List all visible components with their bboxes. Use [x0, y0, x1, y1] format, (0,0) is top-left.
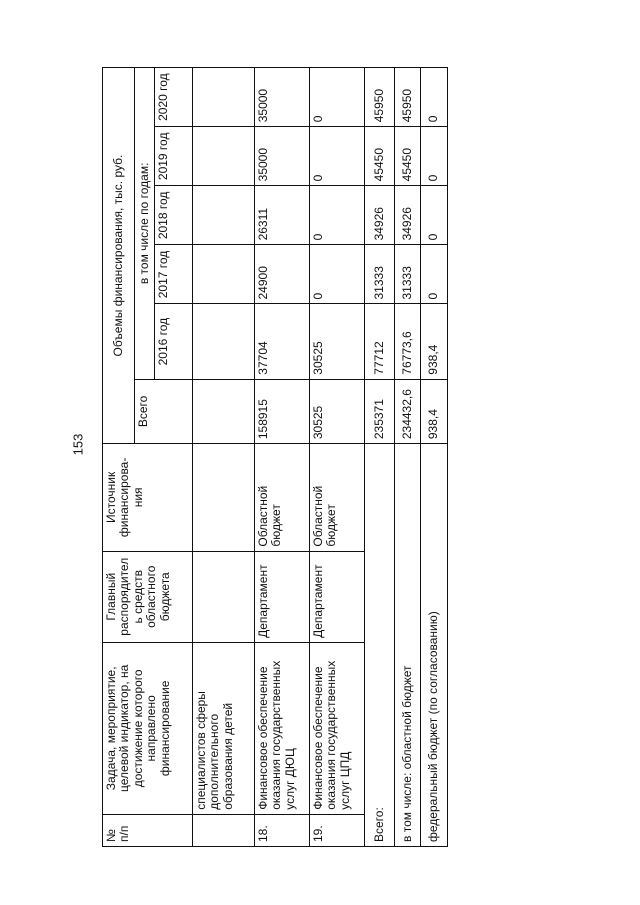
total-year-value: 938,4: [421, 304, 448, 379]
total-year-value: 0: [421, 186, 448, 245]
total-year-value: 34926: [365, 186, 395, 245]
row-num: 18.: [255, 814, 310, 846]
total-year-value: 45450: [395, 127, 421, 186]
row-value: [193, 186, 255, 245]
row-value: [193, 304, 255, 379]
row-manager: Департамент: [310, 551, 365, 642]
table-row: [193, 68, 255, 847]
header-source: Источник финансирова-ния: [103, 444, 193, 551]
financing-table: [102, 67, 448, 847]
rotated-table-container: [102, 67, 447, 847]
total-year-value: 76773,6: [395, 304, 421, 379]
row-total: 30525: [310, 379, 365, 443]
total-value: 938,4: [421, 379, 448, 443]
total-year-value: 31333: [365, 245, 395, 304]
row-value: 26311: [255, 186, 310, 245]
header-total: Всего: [135, 379, 193, 443]
header-manager: Главный распорядитель средств областного бюджета: [103, 551, 193, 642]
total-label: Всего:: [365, 444, 395, 847]
row-value: 24900: [255, 245, 310, 304]
total-row: [365, 68, 395, 847]
header-year-2018: 2018 год: [155, 186, 193, 245]
total-value: 235371: [365, 379, 395, 443]
row-value: 0: [310, 68, 365, 127]
table-row: [310, 68, 365, 847]
row-value: 37704: [255, 304, 310, 379]
row-value: 0: [310, 186, 365, 245]
row-task: специалистов сферы дополнительного образования детей: [193, 642, 255, 814]
total-row: [395, 68, 421, 847]
table-row: [255, 68, 310, 847]
row-value: 0: [310, 127, 365, 186]
row-total: 158915: [255, 379, 310, 443]
header-year-2016: 2016 год: [155, 304, 193, 379]
header-by-years: в том числе по годам:: [135, 68, 155, 380]
total-year-value: 45950: [365, 68, 395, 127]
row-value: 30525: [310, 304, 365, 379]
total-year-value: 45450: [365, 127, 395, 186]
row-task: Финансовое обеспечение оказания государственных услуг ДЮЦ: [255, 642, 310, 814]
row-value: [193, 68, 255, 127]
row-num: 19.: [310, 814, 365, 846]
total-year-value: 45950: [395, 68, 421, 127]
total-label: федеральный бюджет (по согласованию): [421, 444, 448, 847]
total-year-value: 77712: [365, 304, 395, 379]
total-value: 234432,6: [395, 379, 421, 443]
row-value: [193, 245, 255, 304]
header-year-2017: 2017 год: [155, 245, 193, 304]
total-label: в том числе: областной бюджет: [395, 444, 421, 847]
row-num: [193, 814, 255, 846]
row-value: [193, 127, 255, 186]
header-year-2019: 2019 год: [155, 127, 193, 186]
header-num: № п/п: [103, 814, 193, 846]
row-task: Финансовое обеспечение оказания государственных услуг ЦПД: [310, 642, 365, 814]
row-source: Областной бюджет: [255, 444, 310, 551]
header-year-2020: 2020 год: [155, 68, 193, 127]
row-value: 35000: [255, 127, 310, 186]
total-year-value: 34926: [395, 186, 421, 245]
header-task: Задача, мероприятие, целевой индикатор, на достижение которого направлено финансирование: [103, 642, 193, 814]
row-source: Областной бюджет: [310, 444, 365, 551]
total-row: [421, 68, 448, 847]
row-total: [193, 379, 255, 443]
row-source: [193, 444, 255, 551]
total-year-value: 31333: [395, 245, 421, 304]
row-manager: [193, 551, 255, 642]
total-year-value: 0: [421, 127, 448, 186]
total-year-value: 0: [421, 68, 448, 127]
row-value: 35000: [255, 68, 310, 127]
row-value: 0: [310, 245, 365, 304]
row-manager: Департамент: [255, 551, 310, 642]
total-year-value: 0: [421, 245, 448, 304]
header-volume: Объемы финансирования, тыс. руб.: [103, 68, 135, 444]
page-number: 153: [70, 433, 86, 456]
